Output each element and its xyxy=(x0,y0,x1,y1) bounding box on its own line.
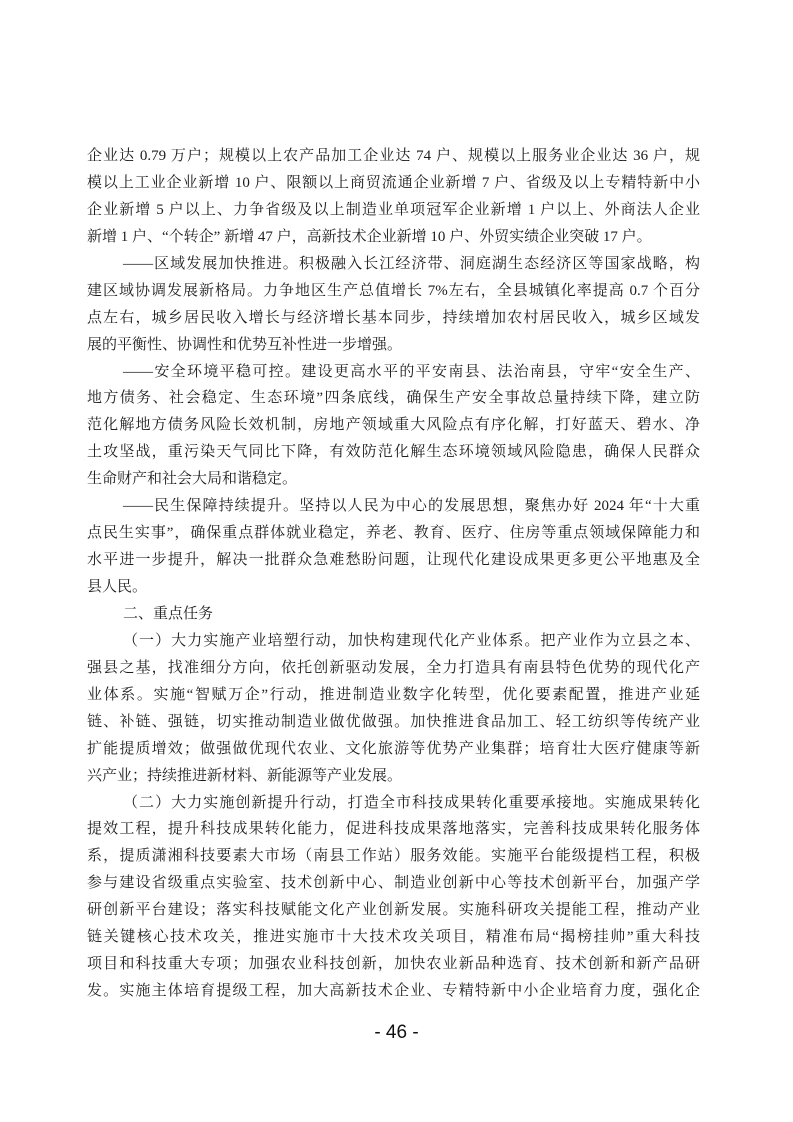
text-line: 兴产业；持续推进新材料、新能源等产业发展。 xyxy=(87,767,403,784)
text-line: 新增 1 户、“个转企” 新增 47 户，高新技术企业新增 10 户、外贸实绩企业突破 17 户。 xyxy=(87,228,652,245)
page-number: - 46 - xyxy=(374,1022,419,1043)
text-line: 发。实施主体培育提级工程，加大高新技术企业、专精特新中小企业培育力度，强化企 xyxy=(87,983,700,1000)
text-line: 生命财产和社会大局和谐稳定。 xyxy=(87,471,298,488)
text-line: ——安全环境平稳可控。建设更高水平的平安南县、法治南县，守牢“安全生产、 xyxy=(123,363,700,380)
text-line: （一）大力实施产业培塑行动，加快构建现代化产业体系。把产业作为立县之本、 xyxy=(123,632,700,649)
paragraph-industry-shaping-action xyxy=(87,628,700,790)
text-line: 点民生实事”，确保重点群体就业稳定，养老、教育、医疗、住房等重点领域保障能力和 xyxy=(87,525,700,542)
text-line: 二、重点任务 xyxy=(123,605,214,622)
text-line: 业体系。实施“智赋万企”行动，推进制造业数字化转型，优化要素配置，推进产业延 xyxy=(87,686,700,703)
text-line: 提效工程，提升科技成果转化能力，促进科技成果落地落实，完善科技成果转化服务体 xyxy=(87,821,700,838)
text-line: 扩能提质增效；做强做优现代农业、文化旅游等优势产业集群；培育壮大医疗健康等新 xyxy=(87,740,700,757)
text-line: 范化解地方债务风险长效机制，房地产领域重大风险点有序化解，打好蓝天、碧水、净 xyxy=(87,417,700,434)
text-line: 点左右，城乡居民收入增长与经济增长基本同步，持续增加农村居民收入，城乡区域发 xyxy=(87,309,700,326)
text-line: 县人民。 xyxy=(87,579,148,595)
text-line: 强县之基，找准细分方向，依托创新驱动发展，全力打造具有南县特色优势的现代化产 xyxy=(87,659,700,676)
text-line: 企业新增 5 户以上、力争省级及以上制造业单项冠军企业新增 1 户以上、外商法人企业 xyxy=(87,201,700,218)
text-line: 企业达 0.79 万户；规模以上农产品加工企业达 74 户、规模以上服务业企业达 36 户，规 xyxy=(87,148,700,164)
text-line: 土攻坚战，重污染天气同比下降，有效防范化解生态环境领域风险隐患，确保人民群众 xyxy=(87,444,700,461)
text-line: ——民生保障持续提升。坚持以人民为中心的发展思想，聚焦办好 2024 年“十大重 xyxy=(123,498,700,515)
document-body xyxy=(87,143,700,1005)
text-line: 展的平衡性、协调性和优势互补性进一步增强。 xyxy=(87,336,403,353)
text-line: 建区域协调发展新格局。力争地区生产总值增长 7%左右，全县城镇化率提高 0.7 个百分 xyxy=(87,282,700,299)
heading-key-tasks xyxy=(87,601,700,628)
paragraph-enterprise-targets-continued xyxy=(87,143,700,251)
text-line: 模以上工业企业新增 10 户、限额以上商贸流通企业新增 7 户、省级及以上专精特新中小 xyxy=(87,174,700,191)
paragraph-safety-environment xyxy=(87,359,700,494)
text-line: 系，提质潇湘科技要素大市场（南县工作站）服务效能。实施平台能级提档工程，积极 xyxy=(87,848,700,865)
text-line: 链关键核心技术攻关，推进实施市十大技术攻关项目，精准布局“揭榜挂帅”重大科技 xyxy=(87,929,700,946)
paragraph-livelihood-improvement xyxy=(87,493,700,601)
text-line: ——区域发展加快推进。积极融入长江经济带、洞庭湖生态经济区等国家战略，构 xyxy=(123,255,700,272)
paragraph-regional-development xyxy=(87,251,700,359)
text-line: 地方债务、社会稳定、生态环境”四条底线，确保生产安全事故总量持续下降，建立防 xyxy=(87,390,700,407)
text-line: 水平进一步提升，解决一批群众急难愁盼问题，让现代化建设成果更多更公平地惠及全 xyxy=(87,552,700,569)
text-line: 参与建设省级重点实验室、技术创新中心、制造业创新中心等技术创新平台，加强产学 xyxy=(87,875,700,892)
paragraph-innovation-upgrade-action xyxy=(87,790,700,1006)
text-line: 链、补链、强链，切实推动制造业做优做强。加快推进食品加工、轻工纺织等传统产业 xyxy=(87,713,700,730)
text-line: （二）大力实施创新提升行动，打造全市科技成果转化重要承接地。实施成果转化 xyxy=(123,794,700,811)
text-line: 项目和科技重大专项；加强农业科技创新，加快农业新品种选育、技术创新和新产品研 xyxy=(87,956,700,973)
text-line: 研创新平台建设；落实科技赋能文化产业创新发展。实施科研攻关提能工程，推动产业 xyxy=(87,902,700,919)
